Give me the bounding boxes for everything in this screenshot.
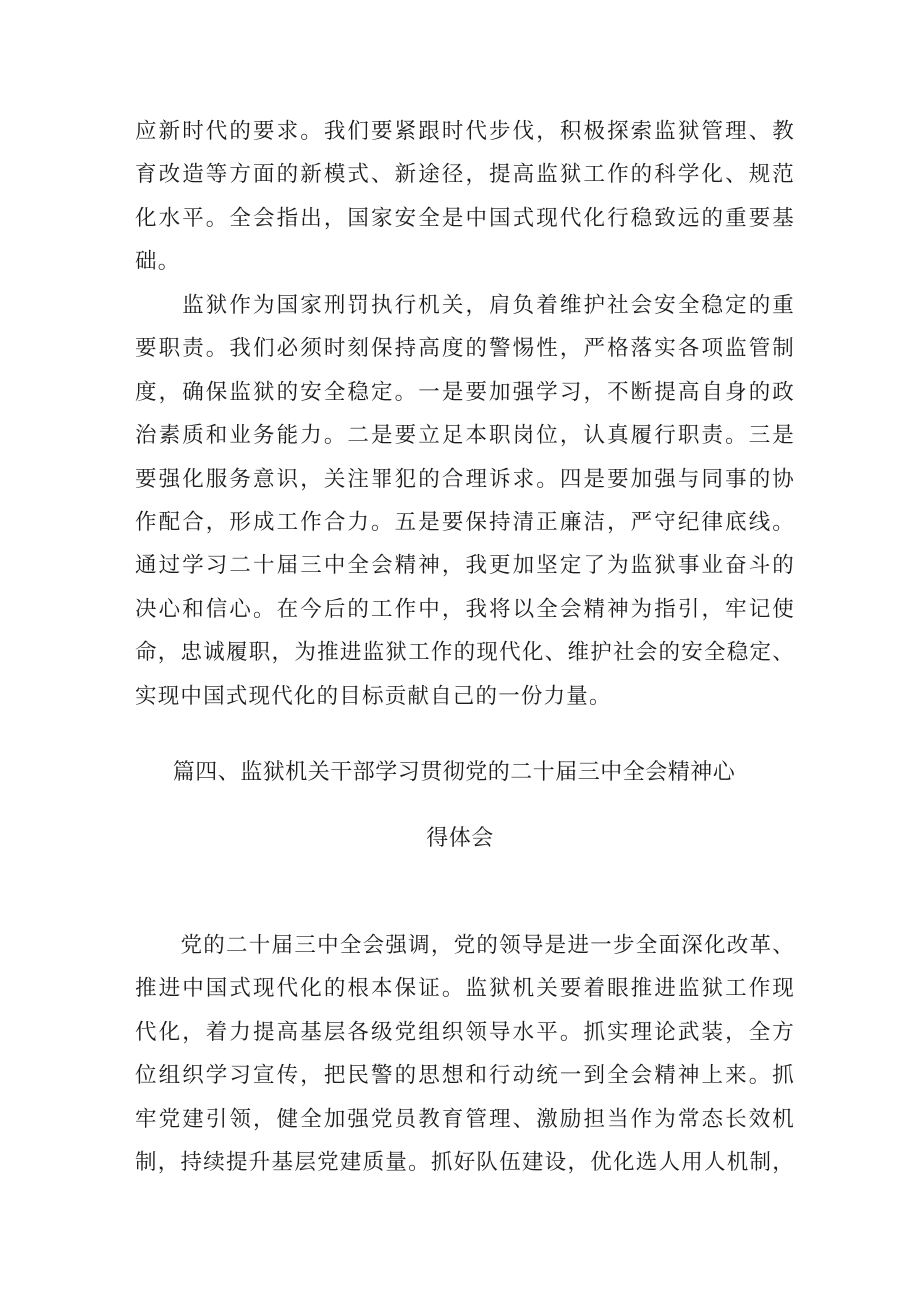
text-line: 育改造等方面的新模式、新途径，提高监狱工作的科学化、规范 [135,162,795,188]
text-line: 度，确保监狱的安全稳定。一是要加强学习，不断提高自身的政 [135,379,795,405]
text-line: 通过学习二十届三中全会精神，我更加坚定了为监狱事业奋斗的 [135,553,795,579]
heading-line: 篇四、监狱机关干部学习贯彻党的二十届三中全会精神心 [172,760,736,785]
text-line: 位组织学习宣传，把民警的思想和行动统一到全会精神上来。抓 [135,1063,795,1089]
text-line: 代化，着力提高基层各级党组织领导水平。抓实理论武装，全方 [135,1019,795,1045]
paragraph-continuation [135,110,795,284]
section-heading [0,740,920,872]
text-line: 要职责。我们必须时刻保持高度的警惕性，严格落实各项监管制 [135,336,795,362]
text-line: 决心和信心。在今后的工作中，我将以全会精神为指引，牢记使 [135,596,795,622]
text-line: 治素质和业务能力。二是要立足本职岗位，认真履行职责。三是 [135,423,795,449]
paragraph-party-leadership [135,924,795,1184]
paragraph-prison-duties [135,284,795,718]
text-line: 作配合，形成工作合力。五是要保持清正廉洁，严守纪律底线。 [135,510,795,536]
text-line: 要强化服务意识，关注罪犯的合理诉求。四是要加强与同事的协 [135,466,795,492]
text-line: 应新时代的要求。我们要紧跟时代步伐，积极探索监狱管理、教 [135,119,795,144]
text-line: 党的二十届三中全会强调，党的领导是进一步全面深化改革、 [135,933,795,958]
text-line: 实现中国式现代化的目标贡献自己的一份力量。 [135,683,612,709]
text-line: 制，持续提升基层党建质量。抓好队伍建设，优化选人用人机制， [135,1150,795,1176]
text-line: 推进中国式现代化的根本保证。监狱机关要着眼推进监狱工作现 [135,976,795,1002]
text-line: 础。 [135,249,181,275]
text-line: 监狱作为国家刑罚执行机关，肩负着维护社会安全稳定的重 [135,293,795,318]
text-line: 命，忠诚履职，为推进监狱工作的现代化、维护社会的安全稳定、 [135,640,795,666]
heading-line: 得体会 [426,826,494,851]
text-line: 化水平。全会指出，国家安全是中国式现代化行稳致远的重要基 [135,205,795,231]
text-line: 牢党建引领，健全加强党员教育管理、激励担当作为常态长效机 [135,1106,795,1132]
